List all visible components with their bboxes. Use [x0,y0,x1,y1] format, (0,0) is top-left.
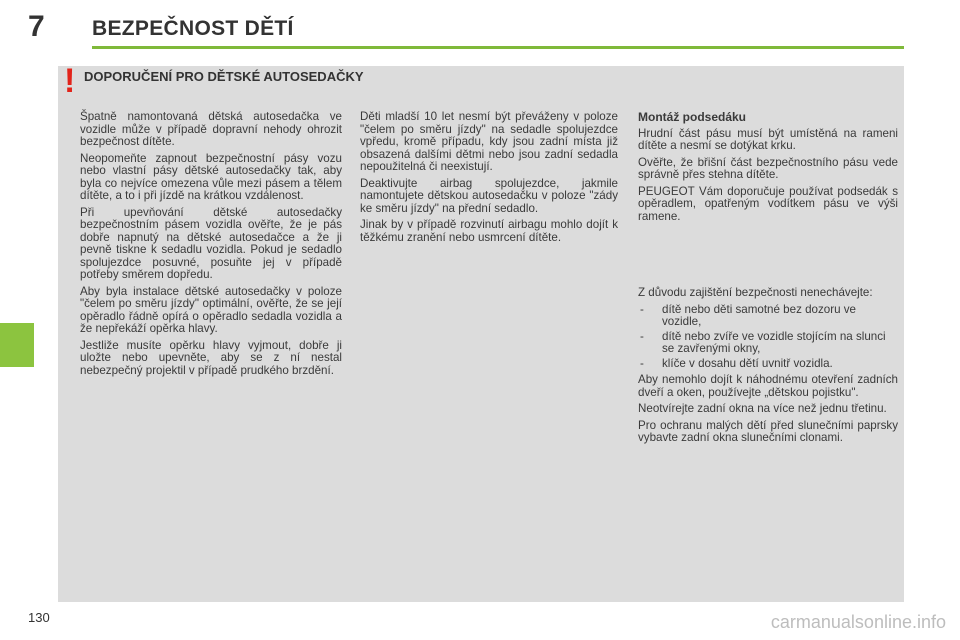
paragraph: Pro ochranu malých dětí před slunečními paprsky vybavte zadní okna slunečními clonami. [638,418,898,444]
column-3-safety [638,287,898,449]
paragraph: Děti mladší 10 let nesmí být převáženy v poloze "čelem po směru jízdy" na sedadle spolujezdce vpředu, kromě případu, kdy jsou zadní místa již obsazená dalšími dětmi nebo jsou zadní sedadla nepoužitelná či neexistují. [360,110,618,173]
exclamation-icon: ! [64,62,76,100]
page-number: 130 [28,610,50,625]
watermark: carmanualsonline.info [770,612,946,632]
paragraph: Neopomeňte zapnout bezpečnostní pásy vozu nebo vlastní pásy dětské autosedačky tak, aby byla co nejvíce omezena vůle mezi pásem a tělem dítěte, a to i při jízdě na krátkou vzdálenost. [80,151,342,202]
chapter-side-tab [0,323,34,367]
paragraph: PEUGEOT Vám doporučuje používat podsedák s opěradlem, opatřeným vodítkem pásu ve výši ramene. [638,184,898,223]
column-3-booster [638,111,898,227]
paragraph: Neotvírejte zadní okna na více než jednu třetinu. [638,402,887,415]
chapter-title: BEZPEČNOST DĚTÍ [92,17,294,40]
list-item: - dítě nebo zvíře ve vozidle stojícím na slunci se zavřenými okny, [638,331,898,356]
paragraph: Jinak by v případě rozvinutí airbagu mohlo dojít k těžkému zranění nebo usmrcení dítěte. [360,218,618,244]
bullet-list [638,304,898,371]
list-item: - klíče v dosahu dětí uvnitř vozidla. [638,358,898,371]
paragraph: Jestliže musíte opěrku hlavy vyjmout, dobře ji uložte nebo upevněte, aby se z ní nestal nebezpečný projektil v případě prudkého brzdění. [80,338,342,377]
paragraph: Hrudní část pásu musí být umístěná na rameni dítěte a nesmí se dotýkat krku. [638,126,898,152]
paragraph: Aby byla instalace dětské autosedačky v poloze "čelem po směru jízdy" optimální, ověřte, že se její opěradlo řádně opírá o opěradlo sedadla vozidla a že nepřekáží opěrka hlavy. [80,284,342,335]
chapter-number: 7 [28,10,45,43]
warning-title: DOPORUČENÍ PRO DĚTSKÉ AUTOSEDAČKY [84,69,364,84]
paragraph: Deaktivujte airbag spolujezdce, jakmile namontujete dětskou autosedačku v poloze "zády ke směru jízdy" na přední sedadlo. [360,176,618,215]
column-1 [80,111,342,381]
list-item: - dítě nebo děti samotné bez dozoru ve vozidle, [638,304,898,329]
paragraph: Aby nemohlo dojít k náhodnému otevření zadních dveří a oken, používejte „dětskou pojistku". [638,373,898,399]
column-2 [360,111,618,248]
header-rule [92,46,904,49]
paragraph: Ověřte, že břišní část bezpečnostního pásu vede správně přes stehna dítěte. [638,155,898,181]
section-heading: Montáž podsedáku [638,110,747,124]
paragraph: Špatně namontovaná dětská autosedačka ve vozidle může v případě dopravní nehody ohrozit bezpečnost dítěte. [80,110,342,148]
paragraph: Při upevňování dětské autosedačky bezpečnostním pásem vozidla ověřte, že je pás dobře napnutý na dětské autosedačce a že ji pevně tiskne k sedadlu vozidla. Pokud je sedadlo spolujezdce posuvné, posuňte jej v případě potřeby směrem dopředu. [80,205,342,281]
paragraph: Z důvodu zajištění bezpečnosti nenechávejte: [638,286,873,299]
